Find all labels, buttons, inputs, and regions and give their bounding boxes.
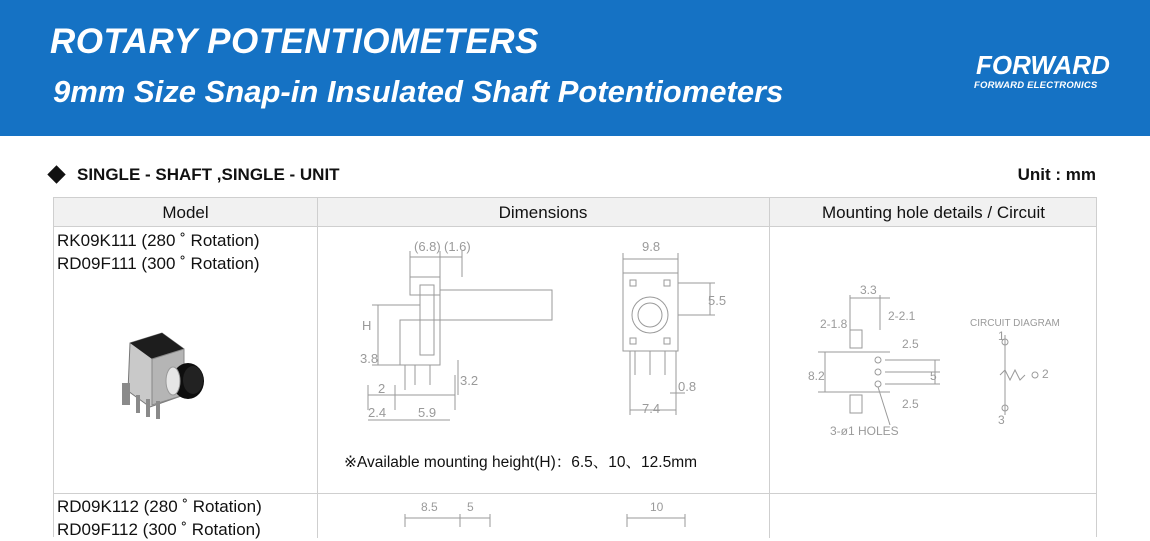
dimension-drawing xyxy=(340,235,730,435)
dim-label: H xyxy=(362,318,372,333)
model-name: RD09F112 (300 ˚ Rotation) xyxy=(57,520,261,539)
dim-label: 10 xyxy=(650,500,664,514)
model-name: RD09K112 (280 ˚ Rotation) xyxy=(57,497,262,516)
dim-label: 2.5 xyxy=(902,337,919,351)
section-header xyxy=(47,162,1097,188)
dim-label: 3.3 xyxy=(860,283,877,297)
table-header xyxy=(54,198,1096,227)
dim-label: 5.9 xyxy=(418,405,437,420)
row-divider xyxy=(54,493,1096,494)
dim-label: 2.5 xyxy=(902,397,919,411)
product-photo xyxy=(100,325,220,425)
dimension-drawing-row2 xyxy=(395,496,695,527)
mounting-drawing xyxy=(790,280,1080,445)
diamond-bullet-icon xyxy=(47,165,65,183)
dim-label: 3.8 xyxy=(360,351,379,366)
unit-label: Unit : mm xyxy=(1017,165,1096,184)
dim-label: 7.4 xyxy=(642,401,661,416)
holes-label: 3-ø1 HOLES xyxy=(830,424,899,438)
header-dimensions: Dimensions xyxy=(498,203,588,222)
dim-label: (6.8) xyxy=(414,239,441,254)
row1-models xyxy=(57,229,260,275)
column-divider xyxy=(317,198,318,538)
dim-label: 3.2 xyxy=(460,373,479,388)
column-divider xyxy=(769,198,770,538)
page-title: ROTARY POTENTIOMETERS xyxy=(50,22,539,61)
dim-label: 2-2.1 xyxy=(888,309,916,323)
dim-label: 2.4 xyxy=(368,405,387,420)
model-name: RK09K111 (280 ˚ Rotation) xyxy=(57,231,260,250)
dim-label: 2-1.8 xyxy=(820,317,848,331)
header-mounting: Mounting hole details / Circuit xyxy=(821,203,1045,222)
dim-label: 9.8 xyxy=(642,239,661,254)
logo-subtext: FORWARD ELECTRONICS xyxy=(974,80,1098,91)
dim-label: 5 xyxy=(930,369,937,383)
model-name: RD09F111 (300 ˚ Rotation) xyxy=(57,254,260,273)
row2-models xyxy=(57,495,262,541)
dim-label: 5 xyxy=(467,500,474,514)
mounting-height-note: ※Available mounting height(H)：6.5、10、12.5mm xyxy=(344,454,698,471)
header-banner xyxy=(0,0,1150,136)
dim-label: 8.5 xyxy=(421,500,438,514)
logo-wordmark: FORWARD xyxy=(976,50,1110,80)
pin-label: 3 xyxy=(998,413,1005,427)
forward-logo xyxy=(972,50,1117,95)
section-title: SINGLE - SHAFT ,SINGLE - UNIT xyxy=(77,165,340,184)
circuit-title: CIRCUIT DIAGRAM xyxy=(970,318,1060,329)
header-model: Model xyxy=(162,203,209,222)
dim-label: (1.6) xyxy=(444,239,471,254)
pin-label: 2 xyxy=(1042,367,1049,381)
dim-label: 0.8 xyxy=(678,379,697,394)
page-subtitle: 9mm Size Snap-in Insulated Shaft Potentiometers xyxy=(53,74,784,109)
dim-label: 2 xyxy=(378,381,386,396)
dim-label: 8.2 xyxy=(808,369,825,383)
dim-label: 5.5 xyxy=(708,293,727,308)
pin-label: 1 xyxy=(998,329,1005,343)
